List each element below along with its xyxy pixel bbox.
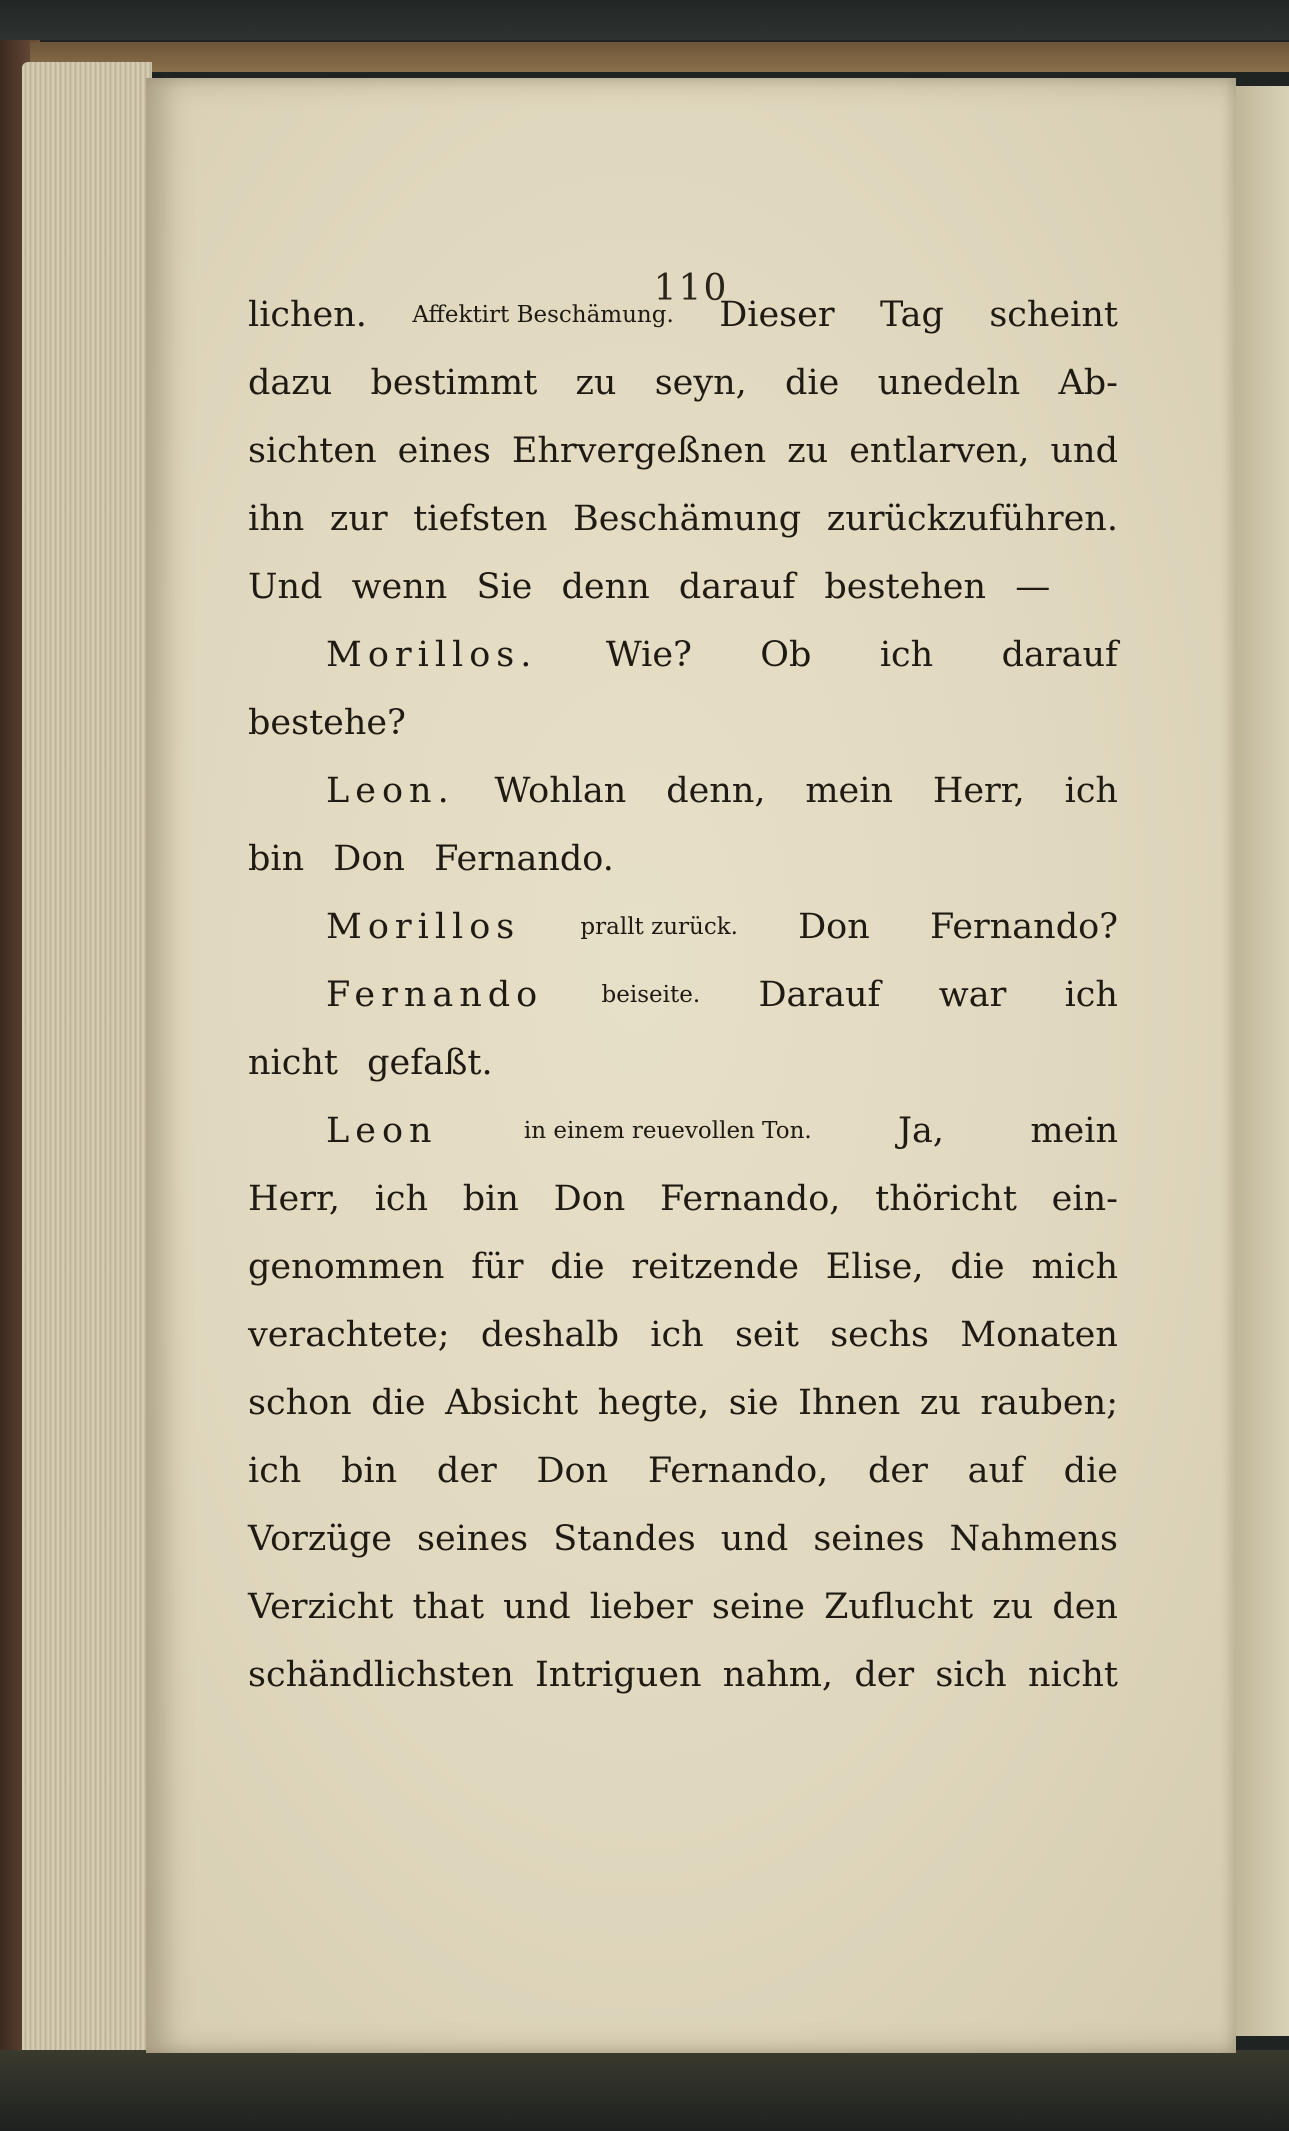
word: Herr, — [932, 771, 1025, 811]
word: verachtete; — [248, 1315, 450, 1355]
text-line — [248, 489, 1118, 549]
word: Verzicht — [248, 1587, 394, 1627]
word: zu — [919, 1383, 961, 1423]
page-number: 110 — [653, 268, 729, 309]
word: wenn — [351, 567, 448, 607]
word: denn, — [666, 771, 766, 811]
text-line — [248, 693, 1118, 753]
text-line — [248, 285, 1118, 345]
word: ein- — [1051, 1179, 1118, 1219]
word: zurückzuführen. — [826, 499, 1118, 539]
word: unedeln — [877, 363, 1021, 403]
word: — — [1015, 567, 1051, 607]
speaker-name: Morillos — [326, 907, 521, 947]
word: Don — [798, 907, 870, 947]
word: Ob — [760, 635, 812, 675]
word: bin — [248, 839, 305, 879]
word: sie — [728, 1383, 779, 1423]
word: zur — [329, 499, 388, 539]
word: sechs — [830, 1315, 929, 1355]
word: dazu — [248, 363, 333, 403]
stage-direction: beiseite. — [601, 982, 701, 1008]
word: darauf — [678, 567, 796, 607]
text-line — [248, 965, 1118, 1025]
word: Fernando. — [434, 839, 614, 879]
word: Fernando, — [647, 1451, 829, 1491]
text-line — [248, 421, 1118, 481]
word: Beschämung — [573, 499, 802, 539]
word: Ihnen — [798, 1383, 901, 1423]
word: die — [371, 1383, 426, 1423]
word: Wohlan — [494, 771, 627, 811]
word: zu — [992, 1587, 1034, 1627]
text-line — [248, 1645, 1118, 1705]
word: that — [412, 1587, 485, 1627]
word: rauben; — [980, 1383, 1118, 1423]
word: bestehen — [824, 567, 987, 607]
word: war — [938, 975, 1007, 1015]
word: mein — [1030, 1111, 1118, 1151]
page-edges — [22, 62, 152, 2057]
text-line — [248, 625, 1118, 685]
word: sichten — [248, 431, 377, 471]
word: lieber — [589, 1587, 693, 1627]
word: die — [785, 363, 840, 403]
word: ich — [650, 1315, 704, 1355]
word: deshalb — [480, 1315, 619, 1355]
word: zu — [787, 431, 829, 471]
word: mich — [1031, 1247, 1118, 1287]
speaker-name: Fernando — [326, 975, 544, 1015]
desk-background — [0, 0, 1289, 40]
text-line — [248, 897, 1118, 957]
word: lichen. — [248, 295, 367, 335]
word: Zuflucht — [824, 1587, 974, 1627]
text-line — [248, 353, 1118, 413]
word: sich — [935, 1655, 1007, 1695]
word: Fernando, — [660, 1179, 841, 1219]
word: seines — [417, 1519, 529, 1559]
word: eines — [397, 431, 491, 471]
word: ich — [374, 1179, 429, 1219]
word: Und — [248, 567, 323, 607]
word: der — [854, 1655, 915, 1695]
word: Intriguen — [534, 1655, 702, 1695]
word: mein — [805, 771, 893, 811]
word: denn — [561, 567, 650, 607]
text-line — [248, 557, 1118, 617]
word: nahm, — [722, 1655, 834, 1695]
text-line — [248, 1237, 1118, 1297]
word: hegte, — [597, 1383, 710, 1423]
text-line — [248, 1373, 1118, 1433]
text-line — [248, 1441, 1118, 1501]
word: und — [1050, 431, 1118, 471]
word: Sie — [476, 567, 533, 607]
text-line — [248, 1577, 1118, 1637]
word: den — [1052, 1587, 1118, 1627]
word: auf — [967, 1451, 1024, 1491]
word: Don — [333, 839, 405, 879]
word: Ab- — [1058, 363, 1118, 403]
facing-page-edge — [1236, 86, 1289, 2036]
word: Ehrvergeßnen — [511, 431, 767, 471]
word: Wie? — [605, 635, 692, 675]
text-line — [248, 1305, 1118, 1365]
text-line — [248, 761, 1118, 821]
word: ich — [879, 635, 934, 675]
speaker-name: Leon. — [326, 771, 455, 811]
word: Ja, — [898, 1111, 945, 1151]
word: seines — [813, 1519, 925, 1559]
word: bestehe? — [248, 703, 406, 743]
word: seine — [711, 1587, 805, 1627]
word: der — [868, 1451, 928, 1491]
word: Dieser — [719, 295, 835, 335]
word: thöricht — [875, 1179, 1017, 1219]
stage-direction: prallt zurück. — [580, 914, 738, 940]
word: entlarven, — [849, 431, 1030, 471]
word: zu — [575, 363, 617, 403]
book-cover-top — [30, 42, 1289, 72]
speaker-name: Morillos. — [326, 635, 538, 675]
word: tiefsten — [413, 499, 548, 539]
word: ich — [248, 1451, 302, 1491]
word: nicht — [248, 1043, 338, 1083]
word: Tag — [880, 295, 944, 335]
word: schon — [248, 1383, 352, 1423]
word: Vorzüge — [248, 1519, 392, 1559]
word: Monaten — [960, 1315, 1118, 1355]
word: reitzende — [631, 1247, 799, 1287]
word: Nahmens — [949, 1519, 1118, 1559]
word: die — [550, 1247, 605, 1287]
stage-direction: in einem reuevollen Ton. — [523, 1118, 812, 1144]
word: scheint — [989, 295, 1118, 335]
word: Don — [536, 1451, 609, 1491]
word: für — [471, 1247, 524, 1287]
word: nicht — [1027, 1655, 1118, 1695]
word: Elise, — [825, 1247, 924, 1287]
word: ich — [1064, 771, 1118, 811]
word: darauf — [1001, 635, 1118, 675]
word: und — [503, 1587, 571, 1627]
word: bin — [462, 1179, 519, 1219]
text-line — [248, 829, 1118, 889]
word: seyn, — [654, 363, 747, 403]
word: Herr, — [248, 1179, 340, 1219]
word: Absicht — [445, 1383, 579, 1423]
text-line — [248, 1101, 1118, 1161]
word: die — [950, 1247, 1005, 1287]
text-line — [248, 1509, 1118, 1569]
word: gefaßt. — [367, 1043, 493, 1083]
word: ich — [1064, 975, 1118, 1015]
word: bin — [341, 1451, 398, 1491]
desk-background-bottom — [0, 2050, 1289, 2131]
word: Darauf — [758, 975, 881, 1015]
text-line — [248, 1033, 1118, 1093]
word: schändlichsten — [248, 1655, 514, 1695]
word: seit — [734, 1315, 799, 1355]
word: die — [1063, 1451, 1118, 1491]
stage-direction: Affektirt Beschämung. — [412, 302, 674, 328]
word: genommen — [248, 1247, 445, 1287]
word: der — [436, 1451, 497, 1491]
word: und — [720, 1519, 789, 1559]
word: Fernando? — [929, 907, 1118, 947]
word: bestimmt — [370, 363, 538, 403]
speaker-name: Leon — [326, 1111, 438, 1151]
text-line — [248, 1169, 1118, 1229]
word: Standes — [553, 1519, 696, 1559]
word: Don — [553, 1179, 626, 1219]
word: ihn — [248, 499, 305, 539]
